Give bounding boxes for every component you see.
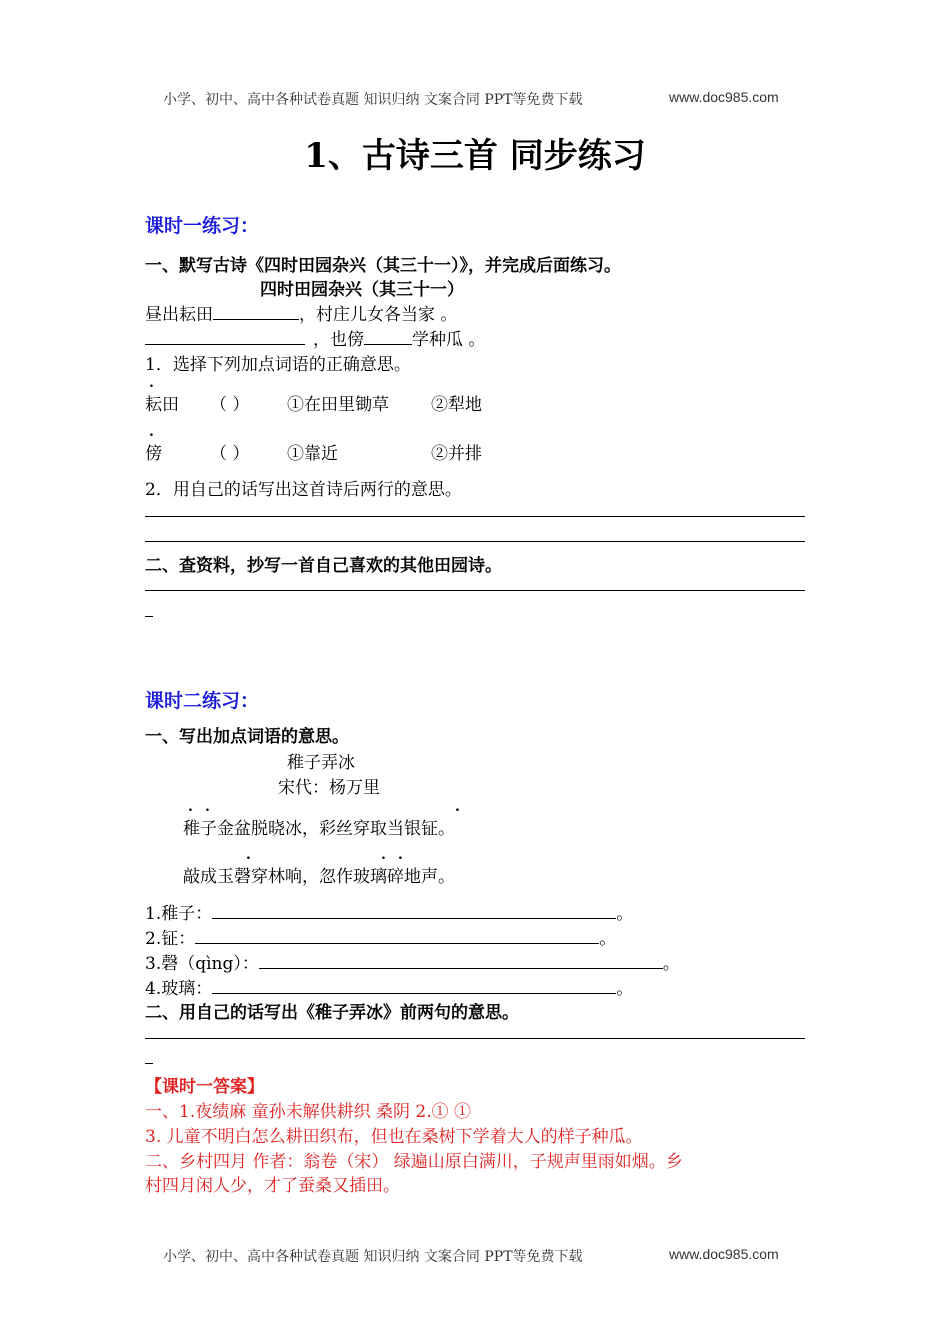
blank-line2-b[interactable] — [364, 326, 412, 345]
lesson1-sub2: 2．用自己的话写出这首诗后两行的意思。 — [145, 480, 462, 500]
meaning-end: 。 — [616, 979, 634, 999]
lesson1-heading: 课时一练习： — [145, 215, 260, 237]
emphasis-dot: . — [149, 375, 154, 391]
answer-line[interactable] — [145, 590, 805, 591]
option1-choice-a: ①在田里锄草 — [287, 395, 389, 415]
option2-answer-box[interactable]: （ ） — [210, 444, 250, 464]
poem-line1-end: ，村庄儿女各当家 。 — [299, 305, 458, 325]
answer-line[interactable] — [145, 1038, 805, 1039]
meaning-end: 。 — [662, 954, 680, 974]
answer-dash — [145, 616, 153, 617]
answers-line1: 一、1.夜绩麻 童孙未解供耕织 桑阴 2.① ① — [145, 1102, 472, 1122]
answer-dash — [145, 1063, 153, 1064]
page-header — [163, 89, 583, 109]
lesson1-poem-title: 四时田园杂兴（其三十一） — [260, 280, 464, 300]
lesson1-question1: 一、默写古诗《四时田园杂兴（其三十一）》，并完成后面练习。 — [145, 256, 621, 276]
header-text: 小学、初中、高中各种试卷真题 知识归纳 文案合同 PPT等免费下载 — [163, 92, 583, 108]
poem-line2-mid: ，也傍 — [313, 330, 364, 350]
header-url[interactable]: www.doc985.com — [669, 89, 779, 105]
blank-line1[interactable] — [213, 301, 299, 320]
lesson2-question1: 一、写出加点词语的意思。 — [145, 727, 349, 747]
answers-line3: 二、乡村四月 作者：翁卷（宋） 绿遍山原白满川，子规声里雨如烟。乡 — [145, 1152, 683, 1172]
lesson2-question2: 二、用自己的话写出《稚子弄冰》前两句的意思。 — [145, 1003, 519, 1023]
meaning-label: 2.钲： — [145, 929, 196, 949]
meaning-label: 3.磬（qìng）： — [145, 954, 259, 974]
meaning-blank[interactable] — [195, 925, 599, 944]
option1-answer-box[interactable]: （ ） — [210, 395, 250, 415]
poem-line1 — [145, 300, 457, 325]
lesson1-question2: 二、查资料，抄写一首自己喜欢的其他田园诗。 — [145, 556, 502, 576]
emphasis-dot: . — [455, 799, 460, 815]
meaning-end: 。 — [599, 929, 617, 949]
meaning-label: 4.玻璃： — [145, 979, 213, 999]
emphasis-dot: . — [149, 424, 154, 440]
answer-line[interactable] — [145, 516, 805, 517]
lesson2-heading: 课时二练习： — [145, 690, 260, 712]
option2-choice-b: ②并排 — [431, 444, 482, 464]
meaning-blank[interactable] — [212, 900, 616, 919]
emphasis-dot: . — [381, 847, 386, 863]
answers-line2: 3. 儿童不明白怎么耕田织布，但也在桑树下学着大人的样子种瓜。 — [145, 1127, 643, 1147]
lesson1-sub1: 1．选择下列加点词语的正确意思。 — [145, 355, 411, 375]
meaning-item — [145, 924, 616, 949]
page-title: 1、古诗三首 同步练习 — [304, 136, 646, 176]
answer-line[interactable] — [145, 541, 805, 542]
answers-line4: 村四月闲人少，才了蚕桑又插田。 — [145, 1176, 400, 1196]
answers-heading: 【课时一答案】 — [145, 1077, 264, 1097]
meaning-item — [145, 974, 633, 999]
option2-word: 傍 — [145, 444, 162, 464]
meaning-item — [145, 949, 680, 974]
option2-choice-a: ①靠近 — [287, 444, 338, 464]
emphasis-dot: . — [188, 799, 193, 815]
emphasis-dot: . — [205, 799, 210, 815]
lesson2-poem-line1: 稚子金盆脱晓冰，彩丝穿取当银钲。 — [183, 819, 455, 839]
meaning-blank[interactable] — [259, 950, 663, 969]
lesson2-poem-line2: 敲成玉磬穿林响，忽作玻璃碎地声。 — [183, 867, 455, 887]
footer-text: 小学、初中、高中各种试卷真题 知识归纳 文案合同 PPT等免费下载 — [163, 1249, 583, 1265]
poem-line2 — [145, 325, 485, 350]
page-footer — [163, 1246, 583, 1266]
option1-word: 耘田 — [145, 395, 179, 415]
lesson2-poem-author: 宋代：杨万里 — [278, 778, 380, 798]
emphasis-dot: . — [398, 847, 403, 863]
footer-url[interactable]: www.doc985.com — [669, 1246, 779, 1262]
option1-choice-b: ②犁地 — [431, 395, 482, 415]
poem-line1-start: 昼出耘田 — [145, 305, 213, 325]
emphasis-dot: . — [246, 847, 251, 863]
meaning-end: 。 — [616, 904, 634, 924]
meaning-item — [145, 899, 633, 924]
blank-line2-a[interactable] — [145, 326, 305, 345]
lesson2-poem-title: 稚子弄冰 — [287, 753, 355, 773]
poem-line2-end: 学种瓜 。 — [412, 330, 486, 350]
meaning-label: 1.稚子： — [145, 904, 213, 924]
meaning-blank[interactable] — [212, 975, 616, 994]
